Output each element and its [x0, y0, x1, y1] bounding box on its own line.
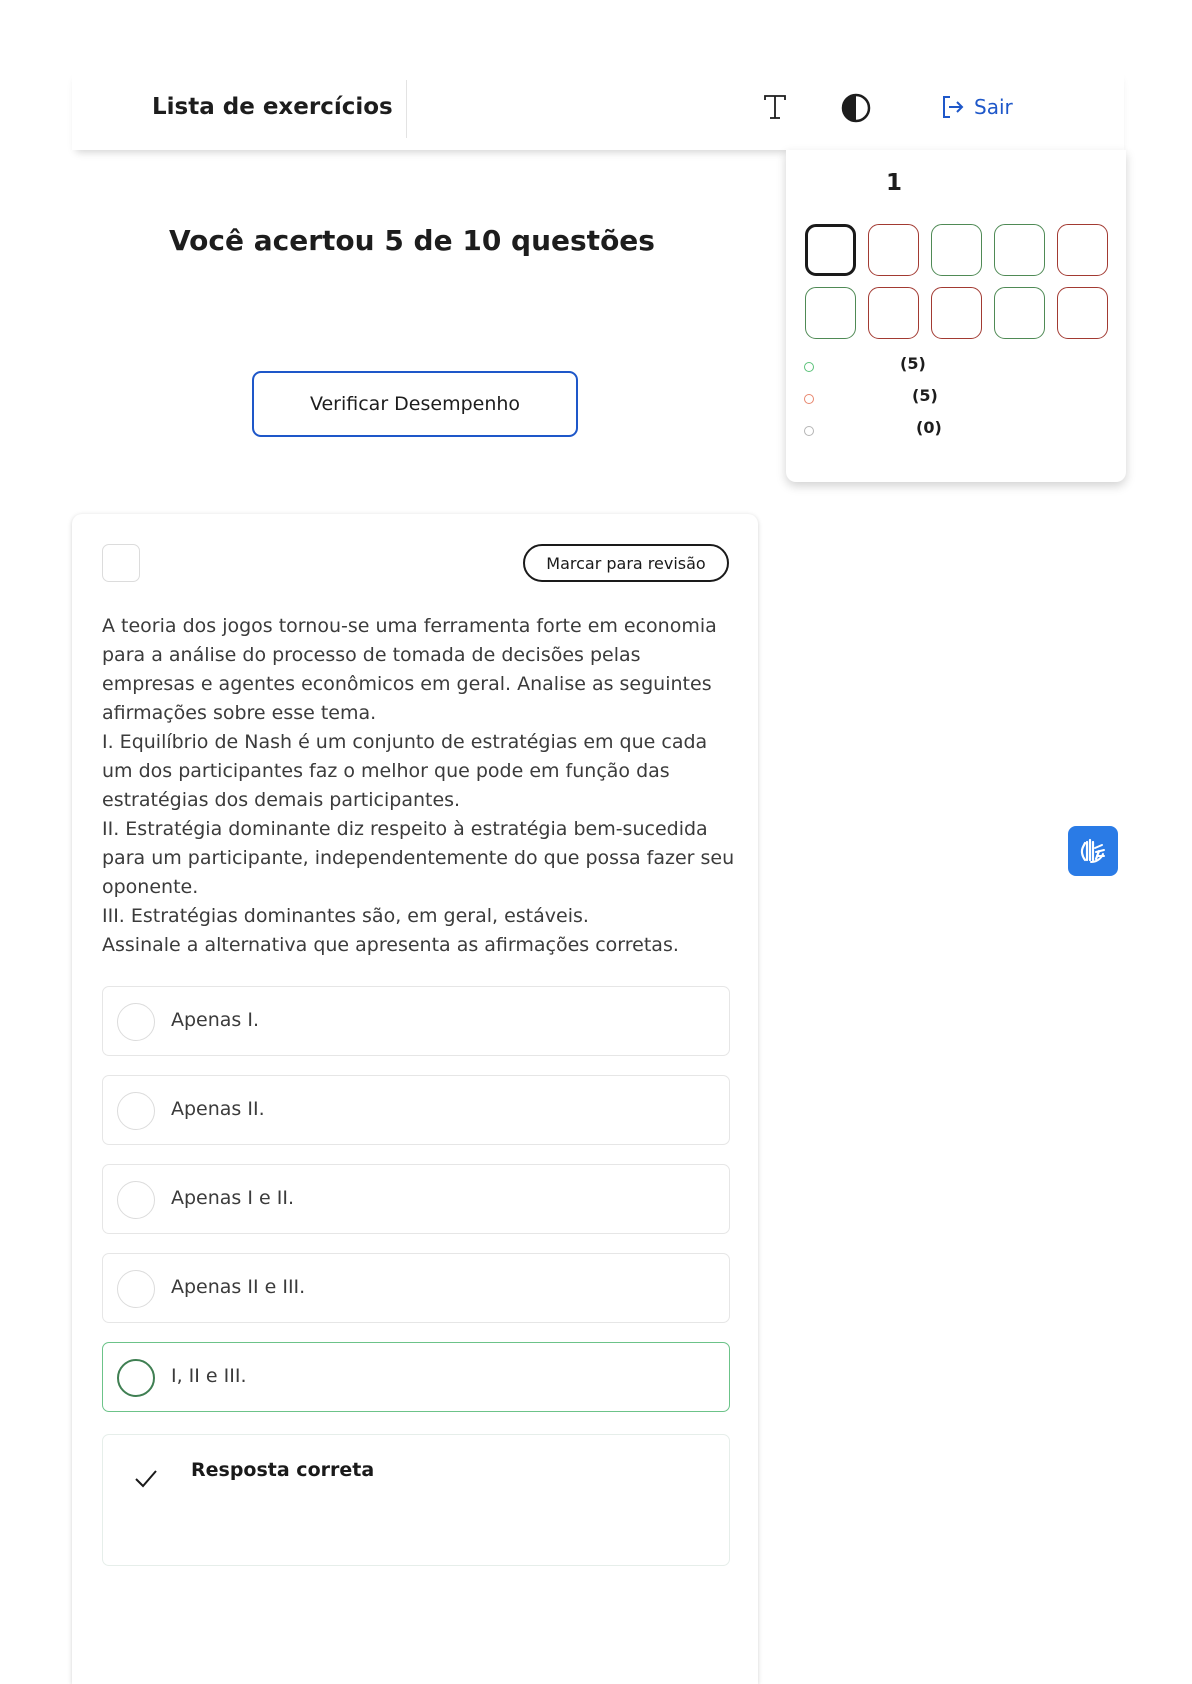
contrast-icon[interactable] [840, 92, 872, 124]
option-label: Apenas II e III. [171, 1276, 306, 1298]
option-radio[interactable] [117, 1092, 155, 1130]
top-header [72, 70, 1124, 150]
legend-wrong-count: (5) [912, 386, 938, 405]
logout-icon [940, 94, 966, 120]
navigator-grid [805, 224, 1108, 339]
option-radio[interactable] [117, 1181, 155, 1219]
option-radio[interactable] [117, 1003, 155, 1041]
question-text [102, 612, 738, 960]
option-label: Apenas I. [171, 1009, 260, 1031]
question-nav-box[interactable] [805, 224, 856, 276]
option-radio[interactable] [117, 1359, 155, 1397]
page-title: Lista de exercícios [152, 94, 393, 120]
question-paragraph: A teoria dos jogos tornou-se uma ferramenta forte em economia para a análise do processo de tomada de decisões pelas empresas e agentes econômicos em geral. Analise as seguintes afirmações sobre esse tema. [102, 615, 717, 724]
feedback-label: Resposta correta [191, 1459, 375, 1481]
sign-language-hands-icon [1076, 834, 1110, 868]
navigator-page-number: 1 [886, 170, 903, 196]
logout-button[interactable] [940, 94, 1013, 120]
checkmark-icon [133, 1465, 159, 1491]
question-nav-box[interactable] [994, 287, 1045, 339]
legend-wrong-dot [804, 394, 814, 404]
question-nav-box[interactable] [994, 224, 1045, 276]
question-nav-box[interactable] [868, 287, 919, 339]
question-nav-box[interactable] [1057, 224, 1108, 276]
legend-unanswered-dot [804, 426, 814, 436]
question-nav-box[interactable] [931, 224, 982, 276]
question-select-checkbox[interactable] [102, 544, 140, 582]
header-divider [406, 80, 407, 138]
answer-options [102, 986, 730, 1431]
sign-language-button[interactable] [1068, 826, 1118, 876]
text-size-icon[interactable] [760, 92, 790, 122]
answer-option[interactable] [102, 1164, 730, 1234]
question-navigator [786, 150, 1126, 482]
question-paragraph: II. Estratégia dominante diz respeito à estratégia bem-sucedida para um participante, independentemente do que possa fazer seu oponente. [102, 818, 735, 898]
answer-option[interactable] [102, 1075, 730, 1145]
question-nav-box[interactable] [1057, 287, 1108, 339]
question-paragraph: I. Equilíbrio de Nash é um conjunto de estratégias em que cada um dos participantes faz o melhor que pode em função das estratégias dos demais participantes. [102, 731, 708, 811]
legend-correct-dot [804, 362, 814, 372]
answer-option-correct[interactable] [102, 1342, 730, 1412]
result-title: Você acertou 5 de 10 questões [169, 224, 655, 257]
verify-performance-button[interactable]: Verificar Desempenho [252, 371, 578, 437]
option-label: Apenas I e II. [171, 1187, 294, 1209]
legend-unanswered-count: (0) [916, 418, 942, 437]
answer-option[interactable] [102, 986, 730, 1056]
question-paragraph: Assinale a alternativa que apresenta as afirmações corretas. [102, 934, 679, 956]
mark-for-review-button[interactable]: Marcar para revisão [523, 544, 729, 582]
legend-correct-count: (5) [900, 354, 926, 373]
answer-option[interactable] [102, 1253, 730, 1323]
question-nav-box[interactable] [868, 224, 919, 276]
option-label: Apenas II. [171, 1098, 265, 1120]
answer-feedback [102, 1434, 730, 1566]
question-nav-box[interactable] [931, 287, 982, 339]
logout-label: Sair [974, 95, 1013, 119]
option-radio[interactable] [117, 1270, 155, 1308]
question-paragraph: III. Estratégias dominantes são, em geral, estáveis. [102, 905, 589, 927]
question-nav-box[interactable] [805, 287, 856, 339]
option-label: I, II e III. [171, 1365, 247, 1387]
question-card [72, 514, 758, 1684]
